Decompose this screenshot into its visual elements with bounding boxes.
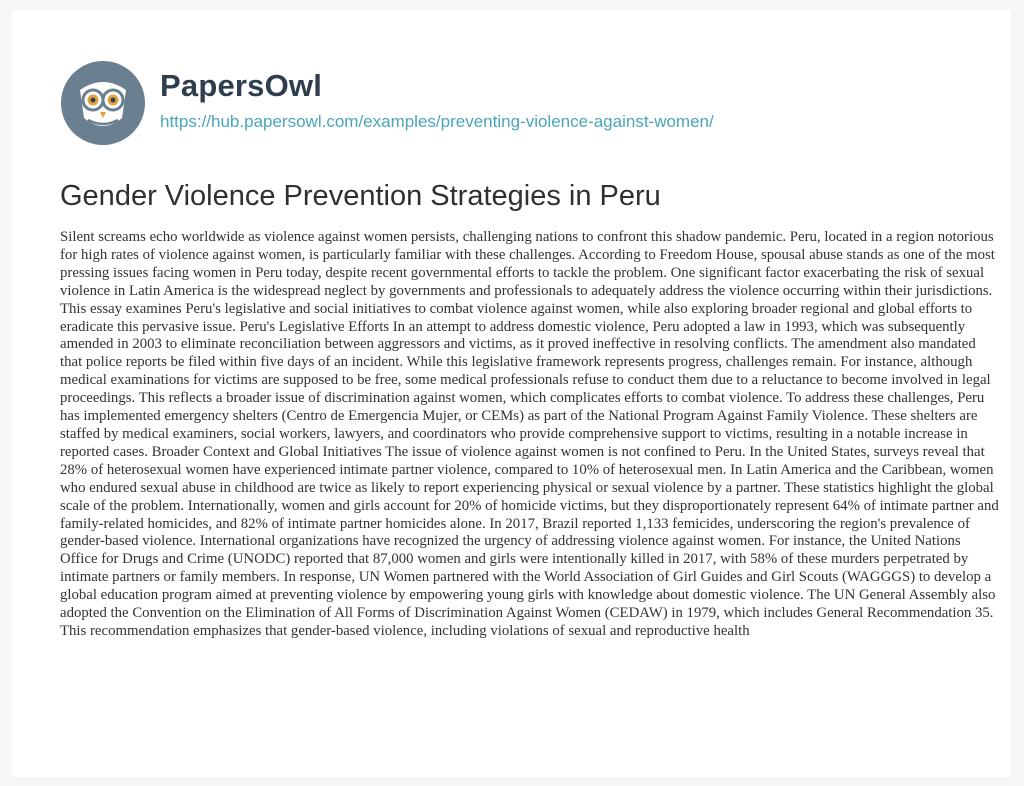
- owl-logo-icon: [60, 60, 146, 146]
- brand-header: [60, 60, 880, 150]
- brand-name: PapersOwl: [160, 68, 323, 103]
- document-page: [12, 10, 1011, 777]
- essay-body: Silent screams echo worldwide as violence against women persists, challenging nations to confront this shadow pandemic. Peru, located in a region notorious for high rates of violence against women, is particularly familiar with these challenges. According to Freedom House, spousal abuse stands as one of the most pressing issues facing women in Peru today, despite recent governmental efforts to tackle the problem. One significant factor exacerbating the risk of sexual violence in Latin America is the widespread neglect by governments and professionals to adequately address the violence occurring within their jurisdictions. This essay examines Peru's legislative and social initiatives to combat violence against women, while also exploring broader regional and global efforts to eradicate this pervasive issue. Peru's Legislative Efforts In an attempt to address domestic violence, Peru adopted a law in 1993, which was subsequently amended in 2003 to eliminate reconciliation between aggressors and victims, as it proved ineffective in resolving conflicts. The amendment also mandated that police reports be filed within five days of an incident. While this legislative framework represents progress, challenges remain. For instance, although medical examinations for victims are supposed to be free, some medical professionals refuse to conduct them due to a reluctance to become involved in legal proceedings. This reflects a broader issue of discrimination against women, which complicates efforts to combat violence. To address these challenges, Peru has implemented emergency shelters (Centro de Emergencia Mujer, or CEMs) as part of the National Program Against Family Violence. These shelters are staffed by medical examiners, social workers, lawyers, and coordinators who provide comprehensive support to victims, resulting in a notable increase in reported cases. Broader Context and Global Initiatives The issue of violence against women is not confined to Peru. In the United States, surveys reveal that 28% of heterosexual women have experienced intimate partner violence, compared to 10% of heterosexual men. In Latin America and the Caribbean, women who endured sexual abuse in childhood are twice as likely to report experiencing physical or sexual violence by a partner. These statistics highlight the global scale of the problem. Internationally, women and girls account for 20% of homicide victims, but they disproportionately represent 64% of intimate partner and family-related homicides, and 82% of intimate partner homicides alone. In 2017, Brazil reported 1,133 femicides, underscoring the region's prevalence of gender-based violence. International organizations have recognized the urgency of addressing violence against women. For instance, the United Nations Office for Drugs and Crime (UNODC) reported that 87,000 women and girls were intentionally killed in 2017, with 58% of these murders perpetrated by intimate partners or family members. In response, UN Women partnered with the World Association of Girl Guides and Girl Scouts (WAGGGS) to develop a global education program aimed at preventing violence by empowering young girls with knowledge about domestic violence. The UN General Assembly also adopted the Convention on the Elimination of All Forms of Discrimination Against Women (CEDAW) in 1979, which includes General Recommendation 35. This recommendation emphasizes that gender-based violence, including violations of sexual and reproductive health: [60, 229, 999, 639]
- essay-title: Gender Violence Prevention Strategies in Peru: [60, 180, 661, 212]
- source-url[interactable]: https://hub.papersowl.com/examples/preventing-violence-against-women/: [160, 112, 714, 131]
